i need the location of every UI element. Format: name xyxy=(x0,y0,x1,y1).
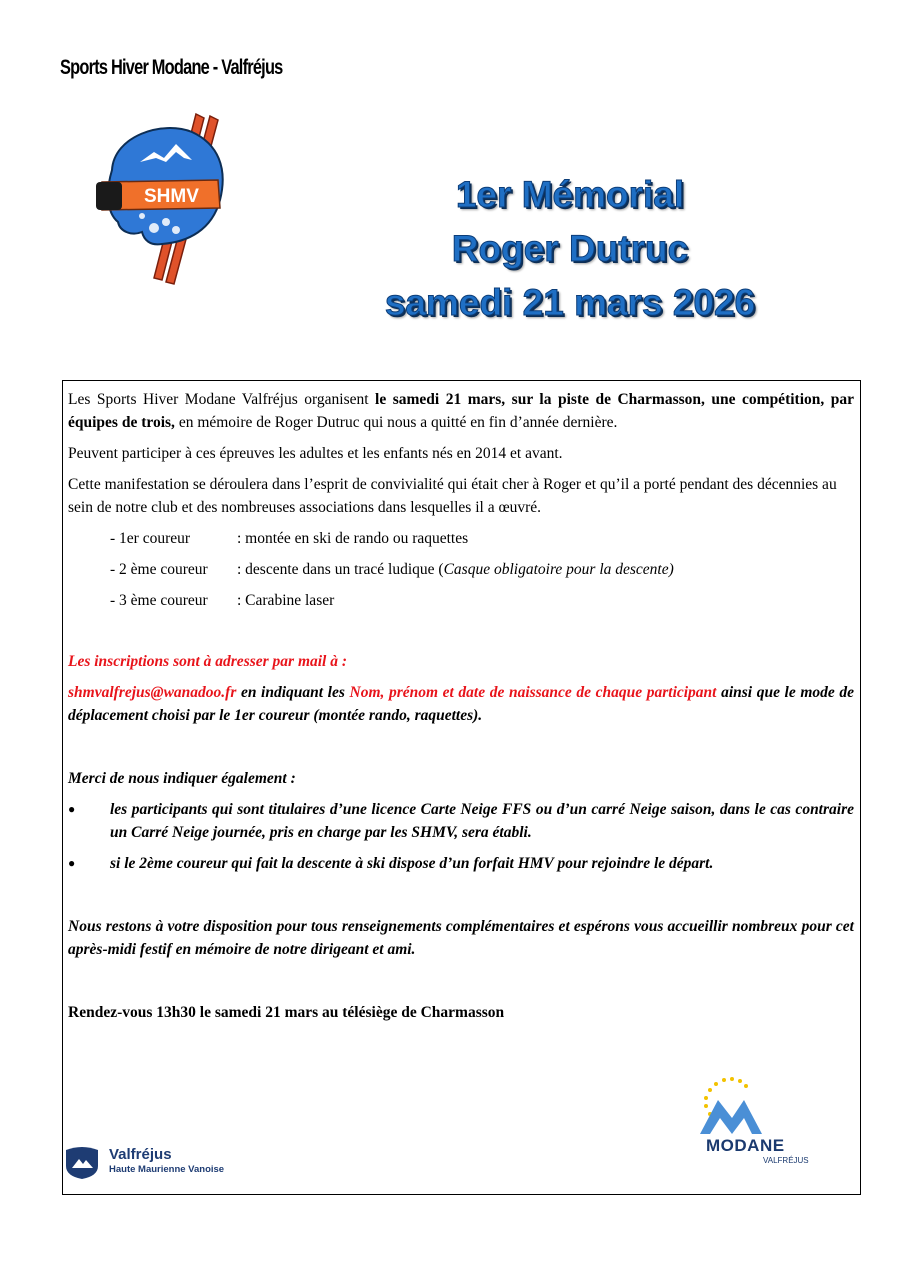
closing-text: Nous restons à votre disposition pour tous renseignements complémentaires et espérons vous accueillir nombreux pour cet après-midi festif en mémoire de notre dirigeant et ami. xyxy=(68,918,854,958)
spirit-text: Cette manifestation se déroulera dans l’esprit de convivialité qui était cher à Roger et qu’il a porté pendant des décennies au sein de notre club et des nombreuses associations dans lesquelles il a œuvré. xyxy=(68,476,837,516)
runner-row xyxy=(110,523,854,554)
bullet-dot-icon: ● xyxy=(68,856,76,870)
inscriptions-text xyxy=(68,681,854,727)
event-title xyxy=(270,168,870,330)
valfrejus-mountain-icon xyxy=(62,1144,102,1180)
intro-bold: le samedi 21 mars, sur la piste de Charmasson, une compétition, par équipes de trois, xyxy=(68,391,854,431)
bullet-item xyxy=(68,798,854,844)
insc-tail: ainsi que le mode de déplacement choisi par le 1er coureur (montée rando, raquettes). xyxy=(68,684,854,724)
valfrejus-name: Valfréjus xyxy=(109,1146,172,1163)
intro-plain: Les Sports Hiver Modane Valfréjus organisent xyxy=(68,391,376,408)
rendezvous-text: Rendez-vous 13h30 le samedi 21 mars au télésiège de Charmasson xyxy=(68,1004,505,1021)
runner-desc: : Carabine laser xyxy=(237,592,335,609)
runners-list xyxy=(68,523,854,616)
runner-desc: : descente dans un tracé ludique ( xyxy=(237,561,444,578)
intro-tail: en mémoire de Roger Dutruc qui nous a quitté en fin d’année dernière. xyxy=(174,414,618,431)
email-link[interactable]: shmvalfrejus@wanadoo.fr xyxy=(68,684,237,701)
modane-name: MODANE xyxy=(706,1136,785,1155)
runner-label: - 2 ème coureur xyxy=(110,561,208,578)
bullet-text: si le 2ème coureur qui fait la descente à ski dispose d’un forfait HMV pour rejoindre le départ. xyxy=(110,855,714,872)
bullet-text: les participants qui sont titulaires d’une licence Carte Neige FFS ou d’un carré Neige saison, dans le cas contraire un Carré Neige journée, pris en charge par les SHMV, sera établi. xyxy=(110,801,854,841)
runner-label: - 3 ème coureur xyxy=(110,592,208,609)
valfrejus-subtitle: Haute Maurienne Vanoise xyxy=(109,1164,225,1175)
runner-note: Casque obligatoire pour la descente) xyxy=(443,561,674,578)
modane-subtitle: VALFRÉJUS xyxy=(763,1156,809,1165)
inscriptions-heading: Les inscriptions sont à adresser par mail à : xyxy=(68,653,348,670)
runner-label: - 1er coureur xyxy=(110,530,191,547)
intro-paragraph xyxy=(68,388,854,434)
announcement-body xyxy=(68,388,854,1024)
insc-mid: en indiquant les xyxy=(236,684,350,701)
runner-row xyxy=(110,554,854,585)
club-name: Sports Hiver Modane - Valfréjus xyxy=(60,56,283,79)
insc-red: Nom, prénom et date de naissance de chaque participant xyxy=(349,684,717,701)
merci-text: Merci de nous indiquer également : xyxy=(68,770,296,787)
shmv-helmet-logo xyxy=(92,112,242,292)
runner-row xyxy=(110,585,854,616)
eligibility-text: Peuvent participer à ces épreuves les adultes et les enfants nés en 2014 et avant. xyxy=(68,445,563,462)
helmet-badge-text: SHMV xyxy=(144,186,199,207)
bullet-item xyxy=(68,852,854,875)
bullet-dot-icon: ● xyxy=(68,802,76,816)
title-line-3: samedi 21 mars 2026 xyxy=(384,282,756,323)
title-line-1: 1er Mémorial xyxy=(455,174,685,215)
runner-desc: : montée en ski de rando ou raquettes xyxy=(237,530,469,547)
title-line-2: Roger Dutruc xyxy=(451,228,689,269)
